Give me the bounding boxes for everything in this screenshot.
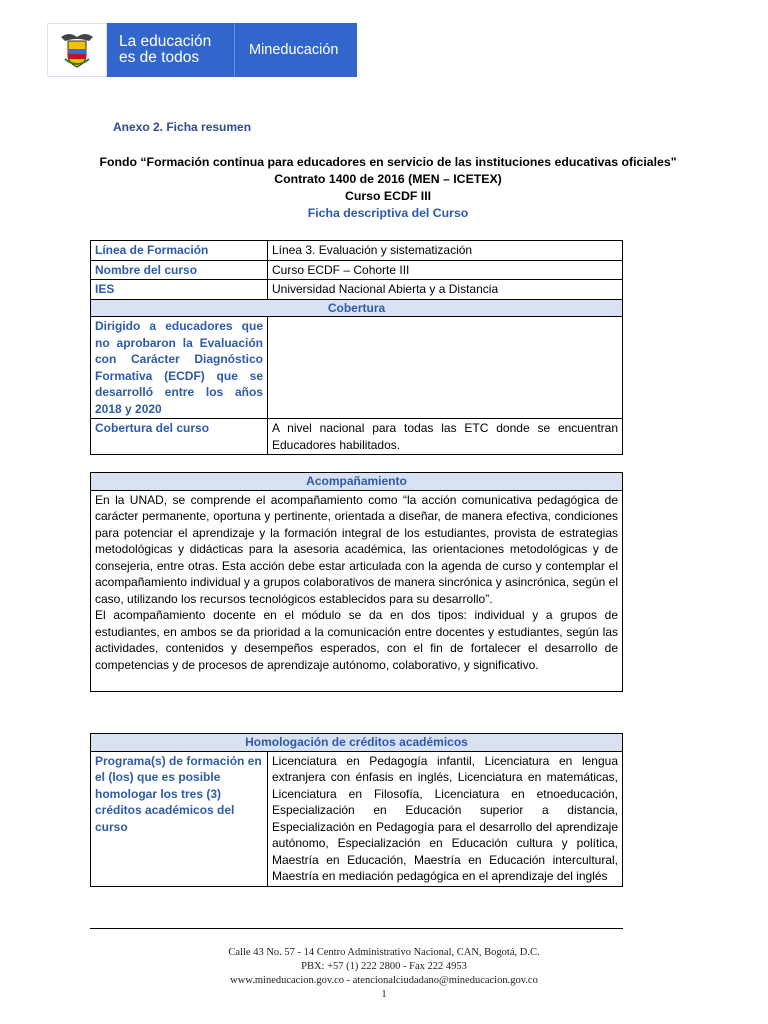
footer-phone: PBX: +57 (1) 222 2800 - Fax 222 4953 bbox=[301, 961, 467, 972]
table-row bbox=[91, 280, 623, 300]
homologation-header: Homologación de créditos académicos bbox=[91, 734, 623, 752]
footer-address: Calle 43 No. 57 - 14 Centro Administrativo Nacional, CAN, Bogotá, D.C. bbox=[228, 947, 540, 958]
table-row bbox=[91, 241, 623, 261]
audience-label: Dirigido a educadores que no aprobaron la Evaluación con Carácter Diagnóstico Formativa (ECDF) que se desarrolló entre los años 2018 y 2020 bbox=[91, 317, 268, 419]
row-value: Curso ECDF – Cohorte III bbox=[268, 260, 623, 280]
title-line-1: Fondo “Formación continua para educadores en servicio de las instituciones educativas oficiales" bbox=[99, 155, 677, 169]
title-line-2: Contrato 1400 de 2016 (MEN – ICETEX) bbox=[274, 172, 502, 186]
homologation-programs: Licenciatura en Pedagogía infantil, Licenciatura en lengua extranjera con énfasis en inglés, Licenciatura en matemáticas, Licenciatura en Filosofía, Licenciatura en etnoeducación, Especialización en Educación superior a distancia, Especialización en Pedagogía para el desarrollo del aprendizaje autónomo, Especialización en Educación cultura y política, Maestría en Educación, Maestría en Educación intercultural, Maestría en mediación pedagógica en el aprendizaje del inglés bbox=[268, 751, 623, 886]
coverage-value: A nivel nacional para todas las ETC donde se encuentran Educadores habilitados. bbox=[268, 419, 623, 455]
row-label: Nombre del curso bbox=[91, 260, 268, 280]
title-line-3: Curso ECDF III bbox=[344, 189, 432, 203]
table-row bbox=[91, 419, 623, 455]
table-row bbox=[91, 260, 623, 280]
slogan-line-2: es de todos bbox=[119, 49, 200, 66]
homologation-table bbox=[90, 733, 623, 887]
audience-value bbox=[268, 317, 623, 419]
table-row bbox=[91, 734, 623, 752]
header-banner bbox=[47, 23, 357, 77]
accompaniment-header: Acompañamiento bbox=[91, 473, 623, 491]
row-label: Línea de Formación bbox=[91, 241, 268, 261]
accompaniment-paragraph-1: En la UNAD, se comprende el acompañamiento como “la acción comunicativa pedagógica de carácter permanente, oportuna y pertinente, orientada a diseñar, de manera efectiva, condiciones para potenciar el aprendizaje y la formación integral de los estudiantes, provista de estrategias metodológicas y didácticas para la asesoria académica, las orientaciones metodológicas y de consejeria, entre otras. Esta acción debe estar articulada con la agenda de curso y contemplar el acompañamiento individual y a grupos colaborativos de manera sincrónica y asincrónica, según el caso, utilizando los recursos tecnológicos establecidos para su desarrollo”. bbox=[95, 492, 618, 606]
document-title bbox=[88, 154, 688, 222]
title-line-4: Ficha descriptiva del Curso bbox=[307, 206, 469, 220]
page-number: 1 bbox=[381, 989, 387, 1000]
footer bbox=[0, 946, 768, 1002]
slogan bbox=[107, 34, 234, 66]
table-row bbox=[91, 751, 623, 886]
slogan-line-1: La educación bbox=[119, 33, 212, 50]
course-info-table bbox=[90, 240, 623, 455]
brand-name: Mineducación bbox=[249, 42, 339, 58]
colombia-coat-of-arms-icon bbox=[47, 23, 107, 77]
row-value: Universidad Nacional Abierta y a Distancia bbox=[268, 280, 623, 300]
table-row bbox=[91, 490, 623, 692]
table-row bbox=[91, 317, 623, 419]
footer-divider bbox=[90, 928, 623, 929]
accompaniment-body bbox=[91, 490, 623, 692]
table-row bbox=[91, 473, 623, 491]
footer-web: www.mineducacion.gov.co - atencionalciudadano@mineducacion.gov.co bbox=[230, 975, 538, 986]
table-row bbox=[91, 299, 623, 317]
accompaniment-paragraph-2: El acompañamiento docente en el módulo se da en dos tipos: individual y a grupos de estudiantes, en ambos se da prioridad a la comunicación entre docentes y estudiantes, según las actividades, contenidos y desempeños esperados, con el fin de fortalecer el desarrollo de competencias y de procesos de aprendizaje autónomo, colaborativo, y significativo. bbox=[95, 608, 618, 672]
coverage-label: Cobertura del curso bbox=[91, 419, 268, 455]
coverage-header: Cobertura bbox=[91, 299, 623, 317]
homologation-label: Programa(s) de formación en el (los) que es posible homologar los tres (3) créditos académicos del curso bbox=[91, 751, 268, 886]
row-label: IES bbox=[91, 280, 268, 300]
accompaniment-table bbox=[90, 472, 623, 692]
row-value: Línea 3. Evaluación y sistematización bbox=[268, 241, 623, 261]
annex-title: Anexo 2. Ficha resumen bbox=[113, 120, 252, 134]
